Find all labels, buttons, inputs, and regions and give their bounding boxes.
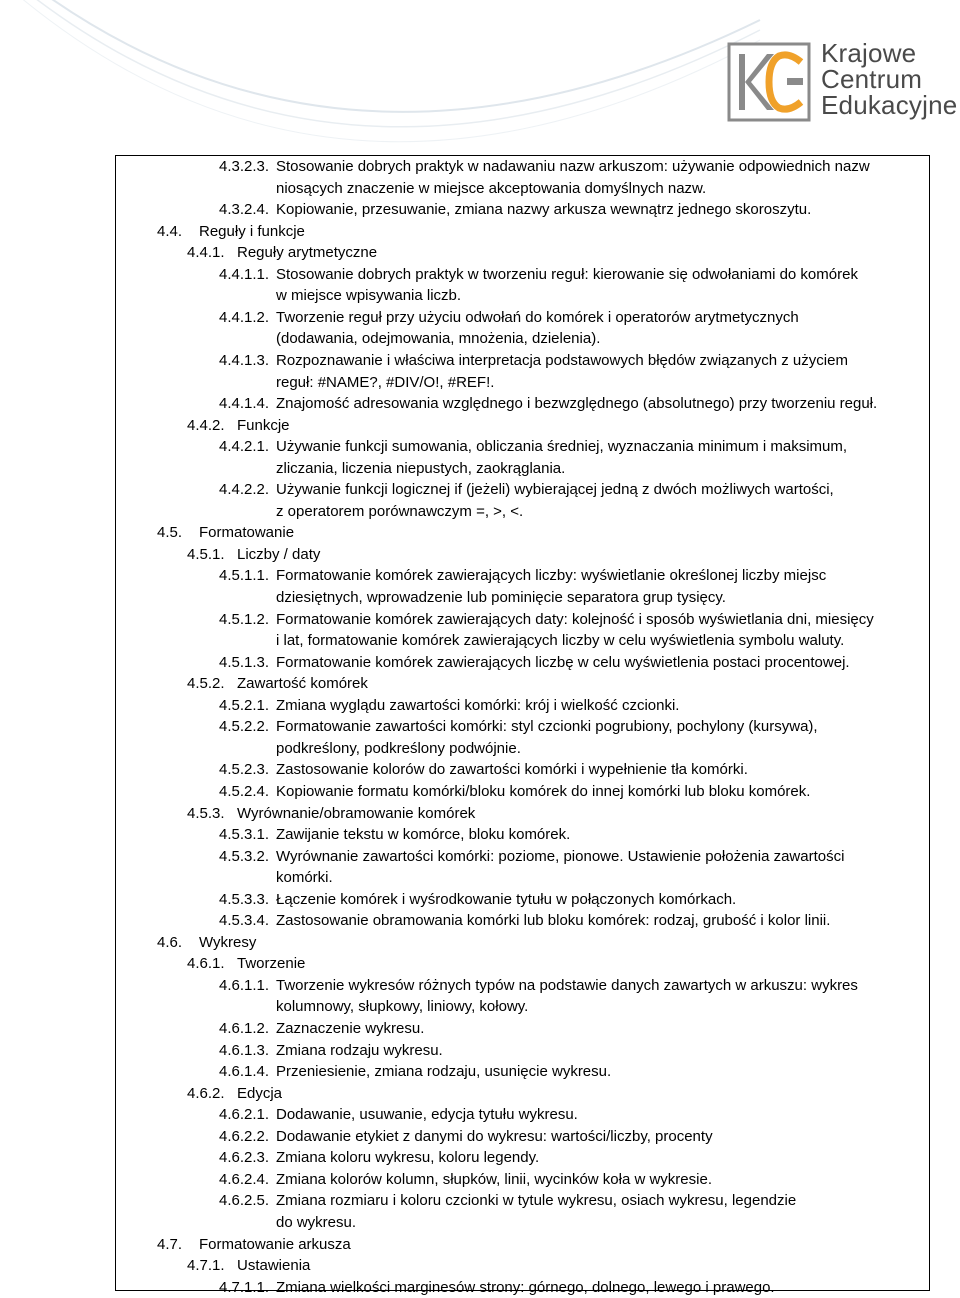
outline-item-number: 4.4.2.2. — [219, 481, 270, 499]
outline-item-continuation: w miejsce wpisywania liczb. — [276, 287, 462, 305]
outline-item — [219, 1169, 712, 1191]
outline-item-text: Zmiana kolorów kolumn, słupków, linii, wycinków koła w wykresie. — [276, 1170, 712, 1188]
logo-words — [821, 40, 957, 118]
outline-item — [219, 1126, 713, 1148]
outline-item-text: Zaznaczenie wykresu. — [276, 1020, 425, 1037]
outline-item-number: 4.4.1.2. — [219, 308, 270, 326]
outline-item-continuation: podkreślony, podkreślony podwójnie. — [276, 739, 521, 757]
outline-item-continuation: z operatorem porównawczym =, >, <. — [276, 502, 524, 520]
outline-item-continuation: dziesiętnych, wprowadzenie lub pominięcie separatora grup tysięcy. — [276, 589, 726, 606]
outline-item-text: Zastosowanie kolorów do zawartości komórki i wypełnienie tła komórki. — [276, 761, 748, 779]
outline-item-continuation: do wykresu. — [276, 1213, 357, 1231]
outline-item-text: Kopiowanie, przesuwanie, zmiana nazwy arkusza wewnątrz jednego skoroszytu. — [276, 201, 812, 219]
outline-item-text: Formatowanie zawartości komórki: styl czcionki pogrubiony, pochylony (kursywa), — [276, 718, 818, 736]
outline-item-number: 4.6.2.4. — [219, 1170, 270, 1188]
outline-item-number: 4.4. — [157, 222, 183, 240]
outline-item-number: 4.5.2.4. — [219, 782, 270, 800]
outline-item — [157, 932, 256, 954]
outline-item — [219, 264, 858, 286]
outline-item-number: 4.5.3.1. — [219, 826, 270, 844]
outline-item — [219, 199, 811, 221]
outline-item-number: 4.5. — [157, 524, 183, 542]
outline-item-number: 4.4.2. — [187, 416, 225, 434]
outline-item — [219, 393, 877, 415]
logo-word-1: Krajowe — [821, 38, 917, 68]
outline-item-number: 4.6.1.3. — [219, 1041, 270, 1059]
outline-item-text: Zawijanie tekstu w komórce, bloku komórek. — [276, 826, 571, 844]
outline-item — [219, 910, 830, 932]
outline-item-continuation: kolumnowy, słupkowy, liniowy, kołowy. — [276, 998, 529, 1016]
outline-item-number: 4.4.1.4. — [219, 395, 270, 413]
outline-item-text: Formatowanie arkusza — [199, 1235, 351, 1253]
outline-item-number: 4.6.1. — [187, 955, 225, 973]
outline-item-text: Zmiana wyglądu zawartości komórki: krój i wielkość czcionki. — [276, 696, 680, 714]
outline-item — [219, 436, 847, 458]
outline-item-number: 4.5.1.3. — [219, 653, 270, 671]
outline-item-text: Wyrównanie/obramowanie komórek — [237, 804, 476, 822]
outline-item-number: 4.6.2.1. — [219, 1106, 270, 1124]
outline-item-text: Zawartość komórek — [237, 675, 368, 693]
outline-item — [219, 307, 799, 329]
outline-item-text: Stosowanie dobrych praktyk w tworzeniu reguł: kierowanie się odwołaniami do komórek — [276, 265, 858, 283]
outline-item — [219, 1061, 611, 1083]
outline-item-text: Formatowanie komórek zawierających liczbę w celu wyświetlenia postaci procentowej. — [276, 653, 850, 671]
outline-item — [219, 824, 570, 846]
outline-item-text: Łączenie komórek i wyśrodkowanie tytułu w połączonych komórkach. — [276, 890, 737, 908]
outline-item-text: Tworzenie — [237, 955, 306, 973]
outline-item-number: 4.6. — [157, 933, 183, 951]
outline-item-text: Rozpoznawanie i właściwa interpretacja podstawowych błędów związanych z użyciem — [276, 351, 848, 369]
outline-item — [219, 716, 818, 738]
outline-item-text: Dodawanie etykiet z danymi do wykresu: wartości/liczby, procenty — [276, 1127, 713, 1145]
outline-item — [187, 1255, 310, 1277]
outline-item — [219, 1104, 578, 1126]
outline-item — [187, 803, 475, 825]
outline-item-number: 4.5.1. — [187, 545, 225, 563]
outline-item-text: Reguły arytmetyczne — [237, 244, 378, 262]
outline-item — [219, 652, 850, 674]
outline-item-text: Zmiana rodzaju wykresu. — [276, 1041, 443, 1059]
logo — [727, 40, 957, 124]
outline-item-text: Formatowanie komórek zawierających liczby: wyświetlanie określonej liczby miejsc — [276, 567, 827, 585]
logo-kc-icon — [727, 42, 811, 122]
outline-item — [187, 242, 377, 264]
outline-item-number: 4.5.1.2. — [219, 610, 270, 628]
outline-item — [219, 350, 848, 372]
outline-item-continuation: reguł: #NAME?, #DIV/O!, #REF!. — [276, 373, 495, 391]
outline-item-text: Tworzenie reguł przy użyciu odwołań do komórek i operatorów arytmetycznych — [276, 308, 799, 326]
logo-word-2: Centrum — [821, 64, 923, 94]
outline-item-text: Zastosowanie obramowania komórki lub bloku komórek: rodzaj, grubość i kolor linii. — [276, 912, 831, 930]
outline-item — [219, 479, 834, 501]
outline-item-continuation: i lat, formatowanie komórek zawierających liczby w celu wyświetlenia symbolu waluty. — [276, 632, 845, 650]
outline-item-text: Stosowanie dobrych praktyk w nadawaniu nazw arkuszom: używanie odpowiednich nazw — [276, 158, 870, 175]
outline-item-number: 4.7. — [157, 1235, 183, 1253]
outline-item-text: Formatowanie komórek zawierających daty: kolejność i sposób wyświetlania dni, miesięcy — [276, 610, 874, 628]
outline-item-number: 4.6.2. — [187, 1084, 225, 1102]
outline-item-text: Zmiana koloru wykresu, koloru legendy. — [276, 1149, 540, 1167]
outline-item-text: Wykresy — [199, 933, 257, 951]
outline-item-number: 4.5.3.2. — [219, 847, 270, 865]
outline-item-text: Wyrównanie zawartości komórki: poziome, pionowe. Ustawienie położenia zawartości — [276, 847, 845, 865]
outline-item — [219, 759, 748, 781]
outline-item — [219, 1147, 539, 1169]
page-header — [0, 0, 960, 150]
outline-item-continuation: (dodawania, odejmowania, mnożenia, dzielenia). — [276, 330, 601, 348]
outline-item-number: 4.7.1. — [187, 1257, 225, 1275]
outline-item — [219, 156, 870, 178]
outline-item-text: Zmiana wielkości marginesów strony: górnego, dolnego, lewego i prawego. — [276, 1278, 775, 1296]
outline-item-continuation: komórki. — [276, 869, 333, 887]
outline-item-number: 4.4.2.1. — [219, 438, 270, 456]
outline-item-continuation: niosących znaczenie w miejsce akceptowania domyślnych nazw. — [276, 179, 707, 197]
outline-item — [219, 609, 874, 631]
outline-item — [219, 695, 679, 717]
outline-item-text: Znajomość adresowania względnego i bezwzględnego (absolutnego) przy tworzeniu reguł. — [276, 395, 878, 413]
outline-item — [187, 673, 368, 695]
outline-item-continuation: zliczania, liczenia niepustych, zaokrąglania. — [276, 459, 566, 477]
outline-item-number: 4.6.1.2. — [219, 1020, 270, 1037]
outline-item-number: 4.4.1. — [187, 244, 225, 262]
outline-item-number: 4.5.1.1. — [219, 567, 270, 585]
outline-item-number: 4.3.2.3. — [219, 158, 270, 175]
outline-item-text: Używanie funkcji sumowania, obliczania średniej, wyznaczania minimum i maksimum, — [276, 438, 848, 456]
logo-word-3: Edukacyjne — [821, 90, 958, 120]
outline-item-number: 4.5.2.1. — [219, 696, 270, 714]
outline-item-number: 4.5.3.3. — [219, 890, 270, 908]
outline-item — [187, 953, 305, 975]
outline-item — [157, 221, 305, 243]
outline-item — [157, 1234, 351, 1256]
outline-item — [219, 1040, 443, 1062]
outline-item — [219, 781, 810, 803]
outline-item-text: Liczby / daty — [237, 545, 321, 563]
outline-item-number: 4.4.1.1. — [219, 265, 270, 283]
outline-item-number: 4.4.1.3. — [219, 351, 270, 369]
outline-item-number: 4.5.2. — [187, 675, 225, 693]
outline-item-number: 4.5.2.3. — [219, 761, 270, 779]
outline-item — [219, 889, 736, 911]
outline-item-number: 4.6.1.4. — [219, 1063, 270, 1081]
outline-item — [219, 1190, 796, 1212]
outline-item — [187, 1083, 282, 1105]
outline-item-text: Formatowanie — [199, 524, 295, 542]
outline-item-number: 4.3.2.4. — [219, 201, 270, 219]
outline-item-number: 4.6.2.3. — [219, 1149, 270, 1167]
outline-item — [219, 846, 844, 868]
outline-item-text: Używanie funkcji logicznej if (jeżeli) wybierającej jedną z dwóch możliwych wartości, — [276, 481, 834, 499]
outline-item-text: Edycja — [237, 1084, 283, 1102]
outline-item-number: 4.5.2.2. — [219, 718, 270, 736]
outline-item-text: Funkcje — [237, 416, 290, 434]
outline-item — [187, 415, 290, 437]
outline-item-text: Przeniesienie, zmiana rodzaju, usunięcie wykresu. — [276, 1063, 612, 1081]
outline-item — [219, 1018, 424, 1040]
outline-item-text: Reguły i funkcje — [199, 222, 305, 240]
outline-item-text: Tworzenie wykresów różnych typów na podstawie danych zawartych w arkuszu: wykres — [276, 976, 858, 994]
outline-item-number: 4.5.3.4. — [219, 912, 270, 930]
outline-item-number: 4.7.1.1. — [219, 1278, 270, 1296]
outline-item-number: 4.6.2.5. — [219, 1192, 270, 1210]
outline-item-text: Zmiana rozmiaru i koloru czcionki w tytule wykresu, osiach wykresu, legendzie — [276, 1192, 797, 1210]
outline-item-number: 4.6.1.1. — [219, 976, 270, 994]
outline-item — [219, 975, 858, 997]
outline-item-number: 4.5.3. — [187, 804, 225, 822]
outline-item — [219, 1277, 775, 1298]
outline-item-text: Kopiowanie formatu komórki/bloku komórek do innej komórki lub bloku komórek. — [276, 782, 811, 800]
outline-item-text: Dodawanie, usuwanie, edycja tytułu wykresu. — [276, 1106, 578, 1124]
outline-item-number: 4.6.2.2. — [219, 1127, 270, 1145]
outline-item — [219, 565, 826, 587]
outline-item — [187, 544, 320, 566]
outline-item — [157, 522, 294, 544]
outline-item-text: Ustawienia — [237, 1257, 311, 1275]
